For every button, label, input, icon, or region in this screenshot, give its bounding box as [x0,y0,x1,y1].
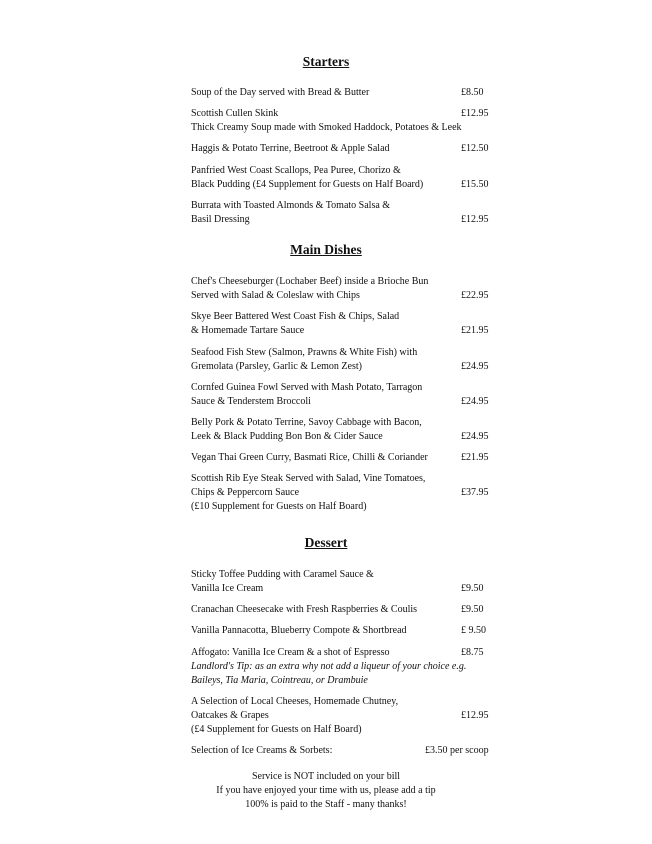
item-description: A Selection of Local Cheeses, Homemade Chutney, [191,696,399,707]
item-price: £12.95 [461,214,489,225]
item-description: Vanilla Pannacotta, Blueberry Compote & Shortbread [191,625,407,636]
item-description: Leek & Black Pudding Bon Bon & Cider Sauce [191,431,383,442]
menu-item [191,381,501,409]
item-description: Belly Pork & Potato Terrine, Savoy Cabbage with Bacon, [191,417,422,428]
item-price: £9.50 [461,583,484,594]
menu-item [191,142,501,156]
item-price: £21.95 [461,325,489,336]
item-price: £21.95 [461,452,489,463]
item-price: £9.50 [461,604,484,615]
item-price: £3.50 per scoop [425,745,489,756]
landlords-tip-note: Landlord's Tip: as an extra why not add a liqueur of your choice e.g. [191,661,467,672]
menu-item [191,744,501,758]
item-price: £8.75 [461,647,484,658]
menu-item [191,472,501,514]
item-price: £24.95 [461,431,489,442]
footer-line: If you have enjoyed your time with us, please add a tip [216,785,436,796]
item-description: Affogato: Vanilla Ice Cream & a shot of Espresso [191,647,390,658]
item-price: £8.50 [461,87,484,98]
menu-item [191,107,501,135]
item-price: £ 9.50 [461,625,486,636]
menu-item [191,275,501,303]
menu-item [191,695,501,737]
menu-item [191,416,501,444]
item-description: Gremolata (Parsley, Garlic & Lemon Zest) [191,361,362,372]
item-description: Thick Creamy Soup made with Smoked Haddock, Potatoes & Leek [191,122,462,133]
item-description: Seafood Fish Stew (Salmon, Prawns & White Fish) with [191,347,418,358]
item-price: £37.95 [461,487,489,498]
menu-item [191,164,501,192]
item-description: Skye Beer Battered West Coast Fish & Chips, Salad [191,311,400,322]
footer-note [0,770,652,812]
menu-item [191,451,501,465]
menu-item [191,346,501,374]
item-description: Oatcakes & Grapes [191,710,269,721]
item-price: £12.95 [461,108,489,119]
menu-item [191,603,501,617]
menu-item [191,86,501,100]
item-description: & Homemade Tartare Sauce [191,325,305,336]
footer-line: 100% is paid to the Staff - many thanks! [245,799,407,810]
main-dishes-heading: Main Dishes [290,242,362,257]
menu-item [191,199,501,227]
item-price: £24.95 [461,361,489,372]
item-description: Scottish Cullen Skink [191,108,279,119]
item-description: Selection of Ice Creams & Sorbets: [191,745,333,756]
dessert-heading: Dessert [304,535,348,550]
item-description: Vanilla Ice Cream [191,583,264,594]
item-description: Black Pudding (£4 Supplement for Guests on Half Board) [191,179,424,190]
item-price: £12.95 [461,710,489,721]
item-description: Panfried West Coast Scallops, Pea Puree, Chorizo & [191,165,401,176]
starters-heading: Starters [302,54,350,69]
footer-line: Service is NOT included on your bill [251,771,401,782]
item-description: Scottish Rib Eye Steak Served with Salad, Vine Tomatoes, [191,473,426,484]
item-price: £15.50 [461,179,489,190]
menu-item [191,646,501,688]
item-description: Vegan Thai Green Curry, Basmati Rice, Chilli & Coriander [191,452,428,463]
item-description: Cornfed Guinea Fowl Served with Mash Potato, Tarragon [191,382,423,393]
item-description: Chips & Peppercorn Sauce [191,487,300,498]
item-description: Basil Dressing [191,214,250,225]
item-description: (£4 Supplement for Guests on Half Board) [191,724,362,735]
item-description: Served with Salad & Coleslaw with Chips [191,290,360,301]
item-description: Sauce & Tenderstem Broccoli [191,396,311,407]
item-price: £24.95 [461,396,489,407]
landlords-tip-note: Baileys, Tia Maria, Cointreau, or Drambuie [191,675,368,686]
menu-item [191,568,501,596]
menu-item [191,624,501,638]
item-description: Chef's Cheeseburger (Lochaber Beef) inside a Brioche Bun [191,276,429,287]
item-description: Soup of the Day served with Bread & Butter [191,87,370,98]
menu-item [191,310,501,338]
item-price: £12.50 [461,143,489,154]
item-description: Haggis & Potato Terrine, Beetroot & Apple Salad [191,143,390,154]
item-description: Sticky Toffee Pudding with Caramel Sauce & [191,569,374,580]
item-description: Cranachan Cheesecake with Fresh Raspberries & Coulis [191,604,418,615]
item-description: (£10 Supplement for Guests on Half Board) [191,501,367,512]
item-description: Burrata with Toasted Almonds & Tomato Salsa & [191,200,391,211]
item-price: £22.95 [461,290,489,301]
